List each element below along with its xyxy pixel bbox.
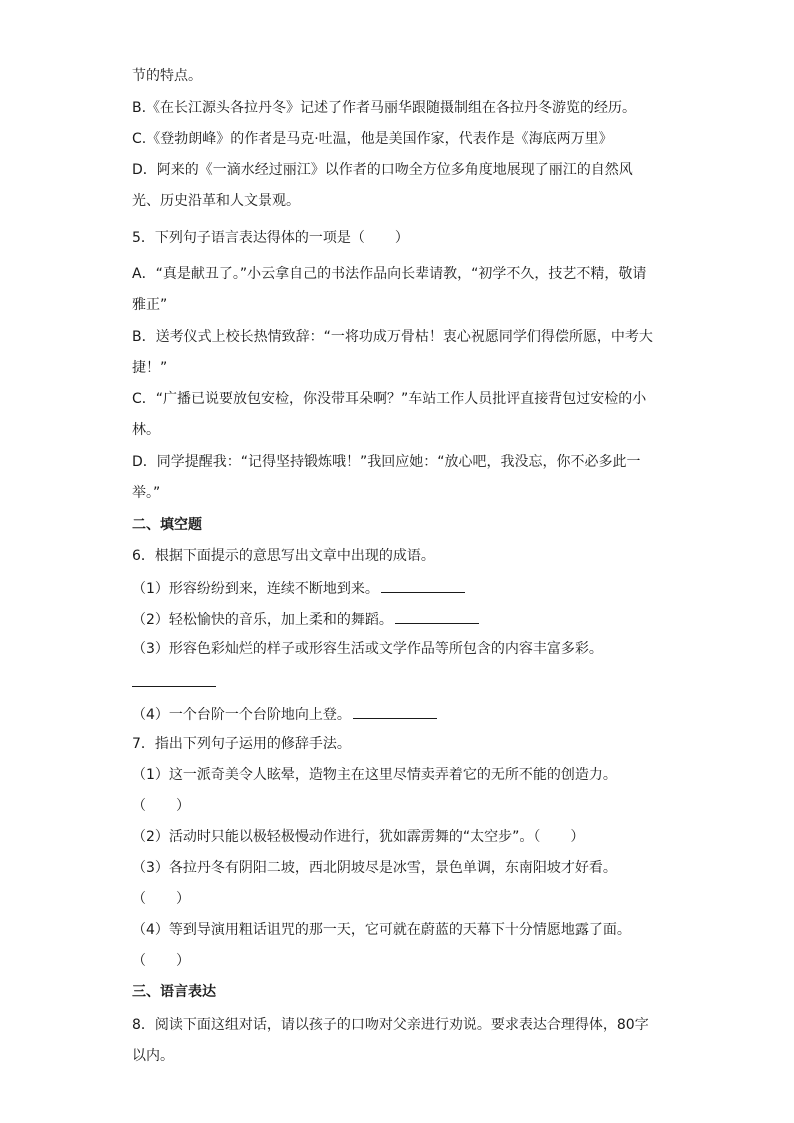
q6-item-2-answer-blank[interactable] xyxy=(395,609,479,624)
q8-stem-line2: 以内。 xyxy=(132,1048,174,1064)
q7-item-1-paren-close: ） xyxy=(176,798,190,814)
q7-item-2-paren-close: ） xyxy=(570,829,585,845)
q7-item-3-paren-close: ） xyxy=(176,891,190,907)
q6-item-4-answer-blank[interactable] xyxy=(353,704,437,719)
q6-item-3-answer-blank[interactable] xyxy=(132,686,216,687)
q7-item-3: （3）各拉丹冬有阴阳二坡，西北阴坡尽是冰雪，景色单调，东南阳坡才好看。 xyxy=(132,860,617,876)
q7-item-1-paren-open: （ xyxy=(132,798,146,814)
q7-item-2 xyxy=(132,828,584,846)
q4-option-d-line1: D．阿来的《一滴水经过丽江》以作者的口吻全方位多角度地展现了丽江的自然风 xyxy=(132,162,633,178)
q5-option-b-line1: B．送考仪式上校长热情致辞：“一将功成万骨枯！衷心祝愿同学们得偿所愿，中考大 xyxy=(132,329,653,345)
q6-item-1-answer-blank[interactable] xyxy=(381,578,465,593)
q5-stem-text: 5．下列句子语言表达得体的一项是（ xyxy=(132,230,365,246)
q4-option-d-line2: 光、历史沿革和人文景观。 xyxy=(132,193,300,209)
q7-item-3-paren-open: （ xyxy=(132,891,146,907)
q5-option-a-line2: 雅正” xyxy=(132,297,168,313)
q5-option-b-line2: 捷！” xyxy=(132,360,168,376)
q5-option-a-line1: A．“真是献丑了。”小云拿自己的书法作品向长辈请教，“初学不久，技艺不精，敬请 xyxy=(132,266,647,282)
q6-stem: 6．根据下面提示的意思写出文章中出现的成语。 xyxy=(132,548,435,564)
q4-option-b: B.《在长江源头各拉丹冬》记述了作者马丽华跟随摄制组在各拉丹冬游览的经历。 xyxy=(132,100,637,116)
q5-option-d-line2: 举。” xyxy=(132,485,161,501)
q7-item-4-paren-close: ） xyxy=(176,953,190,969)
q7-item-1-answer[interactable] xyxy=(132,797,190,815)
section-2-heading: 二、填空题 xyxy=(132,517,202,533)
q7-item-2-text: （2）活动时只能以极轻极慢动作进行，犹如霹雳舞的“太空步”。（ xyxy=(132,829,541,845)
q7-item-4-answer[interactable] xyxy=(132,952,190,970)
q5-stem xyxy=(132,229,409,247)
q4-option-a-tail: 节的特点。 xyxy=(132,68,202,84)
q6-item-2 xyxy=(132,609,479,629)
q7-item-3-answer[interactable] xyxy=(132,890,190,908)
q4-option-c: C.《登勃朗峰》的作者是马克·吐温，他是美国作家，代表作是《海底两万里》 xyxy=(132,131,613,147)
q6-item-1-text: （1）形容纷纷到来，连续不断地到来。 xyxy=(132,581,379,597)
q7-item-1: （1）这一派奇美令人眩晕，造物主在这里尽情卖弄着它的无所不能的创造力。 xyxy=(132,767,617,783)
q8-stem-line1: 8．阅读下面这组对话，请以孩子的口吻对父亲进行劝说。要求表达合理得体，80字 xyxy=(132,1017,649,1033)
q7-item-4-paren-open: （ xyxy=(132,953,146,969)
q6-item-1 xyxy=(132,578,465,598)
q6-item-3: （3）形容色彩灿烂的样子或形容生活或文学作品等所包含的内容丰富多彩。 xyxy=(132,641,603,657)
section-3-heading: 三、语言表达 xyxy=(132,984,216,1000)
q5-option-d-line1: D．同学提醒我：“记得坚持锻炼哦！”我回应她：“放心吧，我没忘，你不必多此一 xyxy=(132,454,641,470)
q5-option-c-line2: 林。 xyxy=(132,422,160,438)
q6-item-4 xyxy=(132,704,437,724)
q7-item-4: （4）等到导演用粗话诅咒的那一天，它可就在蔚蓝的天幕下十分情愿地露了面。 xyxy=(132,922,631,938)
q7-stem: 7．指出下列句子运用的修辞手法。 xyxy=(132,736,351,752)
q6-item-2-text: （2）轻松愉快的音乐，加上柔和的舞蹈。 xyxy=(132,612,393,628)
q6-item-4-text: （4）一个台阶一个台阶地向上登。 xyxy=(132,707,351,723)
q5-stem-close: ） xyxy=(394,230,409,246)
q5-option-c-line1: C．“广播已说要放包安检，你没带耳朵啊？”车站工作人员批评直接背包过安检的小 xyxy=(132,391,647,407)
